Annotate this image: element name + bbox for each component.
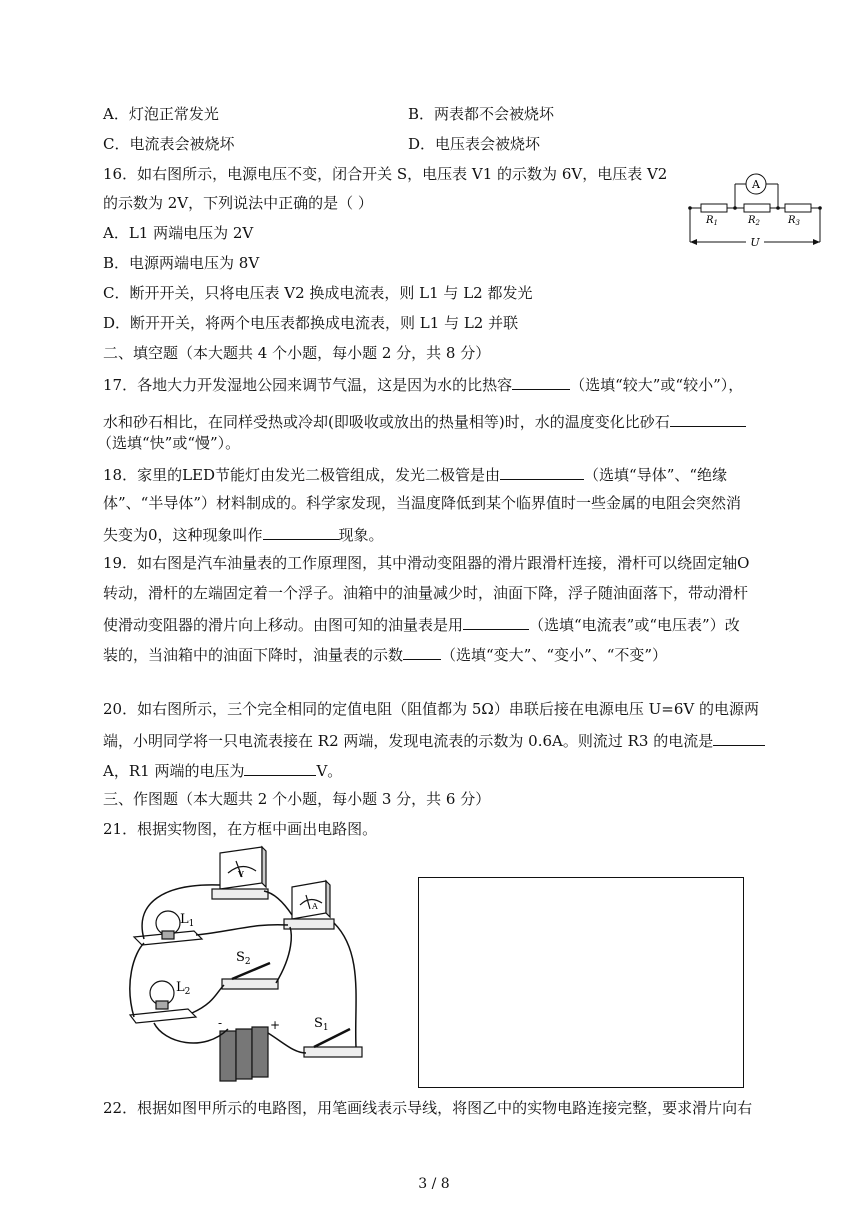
q18-line3 [103,523,384,545]
battery-minus-label: - [218,1016,223,1030]
q16-option-c: C．断开开关，只将电压表 V2 换成电流表，则 L1 与 L2 都发光 [103,284,533,302]
q19-blank-2[interactable] [403,643,441,660]
svg-text:R3 [787,215,801,227]
svg-text:L1 [180,912,194,929]
q18-blank-2[interactable] [263,523,339,540]
q20-line3 [103,759,342,781]
q16-r2-label: R [748,215,756,226]
q19-line2: 转动，滑杆的左端固定着一个浮子。油箱中的油量减少时，油面下降，浮子随油面落下，带动滑杆 [103,584,749,602]
q19-line4 [103,643,667,665]
q15-option-c: C．电流表会被烧坏 [103,135,235,153]
q16-r3-sub: 3 [795,219,800,227]
q16-stem-line2: 的示数为 2V，下列说法中正确的是（ ） [103,194,373,212]
svg-text:S2 [236,950,251,967]
q16-r3-label: R [788,215,796,226]
q18-line1 [103,463,727,485]
q19-line3-text-b: （选填“电流表”或“电压表”）改 [529,616,740,634]
s1-sub: 1 [322,1023,329,1033]
q16-option-d: D．断开开关，将两个电压表都换成电流表，则 L1 与 L2 并联 [103,314,519,332]
q19-blank-1[interactable] [463,613,529,630]
q20-line2 [103,729,765,751]
section3-heading: 三、作图题（本大题共 2 个小题，每小题 3 分，共 6 分） [103,790,491,808]
q16-option-a: A．L1 两端电压为 2V [103,224,254,242]
q20-blank-2[interactable] [244,759,316,776]
svg-text:S1 [314,1016,329,1033]
q20-line1: 20．如右图所示，三个完全相同的定值电阻（阻值都为 5Ω）串联后接在电源电压 U=6V 的电源两 [103,700,759,718]
q15-option-b: B．两表都不会被烧坏 [408,105,555,123]
q21-physical-circuit-figure [124,843,374,1093]
ammeter-label: A [312,902,318,911]
q18-line3-text-b: 现象。 [338,526,384,544]
l1-sub: 1 [188,919,195,929]
q18-blank-1[interactable] [500,463,584,480]
q16-stem-line1: 16．如右图所示，电源电压不变，闭合开关 S，电压表 V1 的示数为 6V，电压表 V2 [103,165,668,183]
s1-label: S [314,1016,323,1031]
q19-line3-text-a: 使滑动变阻器的滑片向上移动。由图可知的油量表是用 [103,616,464,634]
l2-sub: 2 [184,987,191,997]
q17-line1-text-b: （选填“较大”或“较小”）， [570,376,744,394]
q19-line4-text-a: 装的，当油箱中的油面下降时，油量表的示数 [103,646,404,664]
q22-stem: 22．根据如图甲所示的电路图，用笔画线表示导线，将图乙中的实物电路连接完整，要求滑片向右 [103,1099,753,1117]
q15-option-a: A．灯泡正常发光 [103,105,219,123]
q20-line2-text: 端，小明同学将一只电流表接在 R2 两端，发现电流表的示数为 0.6A。则流过 R3 的电流是 [103,732,714,750]
q16-r1-label: R [706,215,714,226]
q16-r2-sub: 2 [755,219,760,227]
q16-r1-sub: 1 [713,219,718,227]
q21-answer-box[interactable] [418,877,744,1088]
svg-text:L2 [176,980,190,997]
q16-ammeter-label: A [752,178,760,191]
s2-sub: 2 [244,957,251,967]
q20-blank-1[interactable] [713,729,765,746]
q17-line2 [103,410,746,432]
voltmeter-label: V [238,870,244,879]
q18-line3-text-a: 失变为0，这种现象叫作 [103,526,263,544]
q18-line1-text-b: （选填“导体”、“绝缘 [584,466,728,484]
q19-line3 [103,613,740,635]
q19-line1: 19．如右图是汽车油量表的工作原理图，其中滑动变阻器的滑片跟滑杆连接，滑杆可以绕固定轴O [103,554,750,572]
battery-icon [220,1027,268,1081]
q17-blank-2[interactable] [670,410,746,427]
switch-s1-icon [304,1029,362,1057]
q17-line1-text-a: 17．各地大力开发湿地公园来调节气温，这是因为水的比热容 [103,376,513,394]
section2-heading: 二、填空题（本大题共 4 个小题，每小题 2 分，共 8 分） [103,344,491,362]
svg-text:R1 [705,215,718,227]
svg-text:R2 [747,215,761,227]
q16-u-label: U [750,236,760,249]
q17-line1 [103,373,743,395]
q15-option-d: D．电压表会被烧坏 [408,135,541,153]
q19-line4-text-b: （选填“变大”、“变小”、“不变”） [441,646,668,664]
page-number: 3 / 8 [418,1176,450,1192]
q18-line1-text-a: 18．家里的LED节能灯由发光二极管组成，发光二极管是由 [103,466,501,484]
q17-line3: （选填“快”或“慢”）。 [97,434,241,452]
q21-stem: 21．根据实物图，在方框中画出电路图。 [103,820,378,838]
q17-blank-1[interactable] [512,373,570,390]
q16-option-b: B．电源两端电压为 8V [103,254,260,272]
q20-line3-text-a: A，R1 两端的电压为 [103,762,245,780]
q20-line3-text-b: V。 [316,762,343,780]
l1-label: L [180,912,189,927]
q17-line2-text-a: 水和砂石相比，在同样受热或冷却(即吸收或放出的热量相等)时，水的温度变化比砂石 [103,413,670,431]
ammeter-icon [284,881,334,929]
q18-line2: 体”、“半导体”）材料制成的。科学家发现，当温度降低到某个临界值时一些金属的电阻会突然消 [103,494,742,512]
battery-plus-label: + [270,1018,281,1032]
l2-label: L [176,980,185,995]
q16-circuit-figure [688,170,823,250]
s2-label: S [236,950,245,965]
